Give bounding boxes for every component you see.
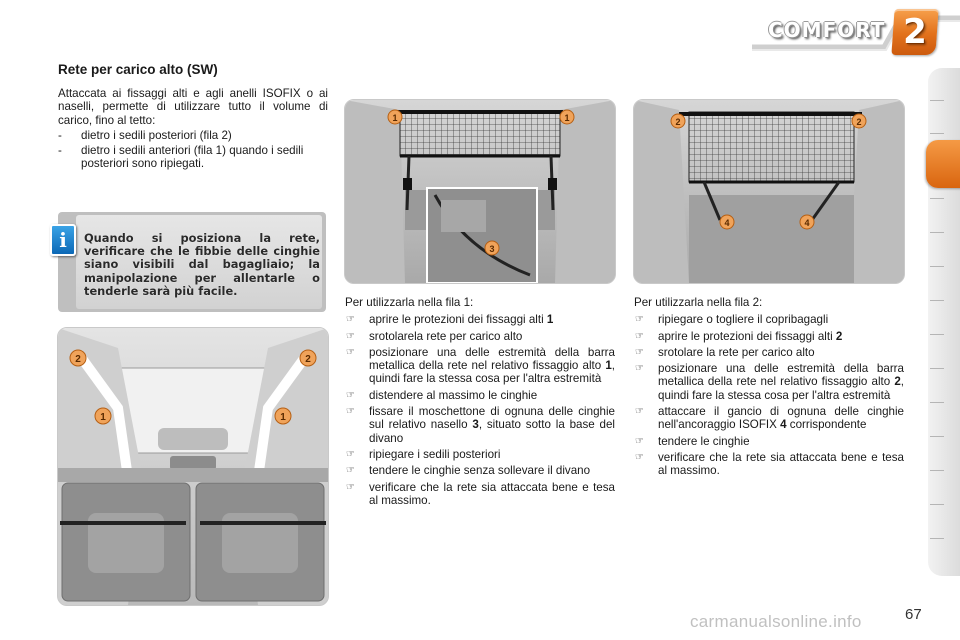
list-item (345, 313, 615, 326)
tab-divider (930, 198, 944, 199)
pointing-hand-icon: ☞ (635, 330, 644, 342)
step-text: srotolare la rete per carico alto (658, 345, 815, 359)
pointing-hand-icon: ☞ (635, 435, 644, 447)
step-text: ripiegare o togliere il copribagagli (658, 313, 829, 327)
anchor-label: 1 (392, 113, 398, 123)
list-item (634, 362, 904, 402)
anchor-label: 1 (100, 412, 106, 423)
list-item (345, 389, 615, 402)
intro-text: Attaccata ai fissaggi alti e agli anelli ISOFIX o ai naselli, permette di utilizzare tutto il volume di carico, fino al tetto: (58, 87, 328, 127)
tab-divider (930, 232, 944, 233)
list-item (345, 448, 615, 461)
pointing-hand-icon: ☞ (346, 448, 355, 460)
row1-steps (345, 313, 615, 507)
step-ref: 1 (605, 359, 612, 373)
list-item (345, 405, 615, 445)
step-text: fissare il moschettone di ognuna delle cinghie sul relativo nasello (369, 405, 615, 432)
pointing-hand-icon: ☞ (346, 481, 355, 493)
list-item (634, 435, 904, 448)
step-ref: 2 (894, 375, 901, 389)
anchor-label: 1 (564, 113, 570, 123)
chapter-number: 2 (903, 12, 927, 52)
row2-steps (634, 313, 904, 477)
step-text: verificare che la rete sia attaccata bene e tesa al massimo. (658, 450, 904, 478)
list-item-text: dietro i sedili posteriori (fila 2) (81, 128, 232, 142)
pointing-hand-icon: ☞ (346, 406, 355, 418)
step-text: verificare che la rete sia attaccata bene e tesa al massimo. (369, 480, 615, 507)
watermark: carmanualsonline.info (690, 612, 862, 631)
step-text: srotolarela rete per carico alto (369, 329, 523, 343)
step-text: tendere le cinghie senza sollevare il divano (369, 464, 591, 478)
step-text-rest: , quindi fare la stessa cosa per l'altra estremità (369, 359, 615, 386)
list-dash: - (58, 144, 62, 158)
pointing-hand-icon: ☞ (635, 406, 644, 418)
section-title: Rete per carico alto (SW) (58, 62, 218, 77)
tab-divider (930, 100, 944, 101)
chapter-number-badge (891, 9, 938, 55)
list-item (345, 481, 615, 508)
pointing-hand-icon: ☞ (635, 451, 644, 463)
list-item-text: dietro i sedili anteriori (fila 1) quando i sedili posteriori sono ripiegati. (81, 144, 304, 171)
tab-divider (930, 504, 944, 505)
step-text: ripiegare i sedili posteriori (369, 447, 501, 461)
pointing-hand-icon: ☞ (635, 314, 644, 326)
anchor-label: 2 (856, 117, 862, 127)
illustration-net-row1 (344, 99, 616, 284)
step-text: tendere le cinghie (658, 434, 750, 448)
step-text: posizionare una delle estremità della barra metallica della rete nel relativo fissaggio alto (658, 362, 904, 389)
step-text: distendere al massimo le cinghie (369, 388, 538, 402)
anchor-label: 2 (305, 354, 311, 365)
step-text-rest: , quindi fare la stessa cosa per l'altra estremità (658, 375, 904, 402)
row2-instructions (634, 296, 904, 481)
step-text-rest: corrispondente (786, 418, 867, 432)
list-item (345, 464, 615, 477)
intro-list (58, 129, 328, 171)
list-item (634, 330, 904, 343)
step-text: aprire le protezioni dei fissaggi alti (369, 313, 547, 327)
anchor-label: 4 (724, 218, 730, 228)
list-item (58, 129, 328, 142)
row2-heading: Per utilizzarla nella fila 2: (634, 296, 763, 309)
tab-divider (930, 368, 944, 369)
anchor-label: 4 (804, 218, 810, 228)
list-item (634, 346, 904, 359)
list-item (634, 313, 904, 326)
anchor-label: 2 (675, 117, 681, 127)
step-text: attaccare il gancio di ognuna delle cinghie nell'ancoraggio ISOFIX (658, 405, 904, 432)
row1-heading: Per utilizzarla nella fila 1: (345, 296, 474, 309)
anchor-label: 3 (489, 244, 495, 254)
pointing-hand-icon: ☞ (346, 346, 355, 358)
list-item (634, 405, 904, 432)
tab-divider (930, 266, 944, 267)
chapter-title: COMFORT (768, 18, 886, 42)
step-ref: 1 (546, 313, 554, 327)
tab-divider (930, 402, 944, 403)
step-ref: 3 (472, 418, 479, 432)
list-item (58, 144, 328, 171)
tab-divider (930, 300, 944, 301)
step-text-rest: , situato sotto la base del divano (369, 418, 615, 445)
list-item (634, 451, 904, 478)
pointing-hand-icon: ☞ (635, 363, 644, 375)
info-box-text: Quando si posiziona la rete, verificare che le fibbie delle cinghie siano visibili dal bagagliaio; la manipolazione per allentarle o tenderle sarà più facile. (84, 231, 320, 298)
info-icon: i (50, 224, 76, 256)
list-dash: - (58, 128, 62, 142)
intro-paragraph (58, 87, 328, 171)
tab-divider (930, 334, 944, 335)
pointing-hand-icon: ☞ (346, 389, 355, 401)
step-text: posizionare una delle estremità della barra metallica della rete nel relativo fissaggio alto (369, 345, 615, 373)
row1-instructions (345, 296, 615, 510)
list-item (345, 346, 615, 386)
tab-divider (930, 133, 944, 134)
pointing-hand-icon: ☞ (346, 465, 355, 477)
pointing-hand-icon: ☞ (346, 314, 355, 326)
anchor-label: 1 (280, 412, 286, 423)
illustration-cabin-anchors (57, 327, 329, 606)
tab-divider (930, 470, 944, 471)
step-ref: 2 (835, 329, 843, 343)
step-text: aprire le protezioni dei fissaggi alti (658, 329, 836, 343)
illustration-net-row2 (633, 99, 905, 284)
tab-divider (930, 538, 944, 539)
page-number: 67 (905, 606, 922, 623)
step-ref: 4 (780, 418, 787, 432)
pointing-hand-icon: ☞ (346, 330, 355, 342)
chapter-tab-active (926, 140, 960, 188)
pointing-hand-icon: ☞ (635, 346, 644, 358)
anchor-label: 2 (75, 354, 81, 365)
tab-divider (930, 436, 944, 437)
list-item (345, 330, 615, 343)
